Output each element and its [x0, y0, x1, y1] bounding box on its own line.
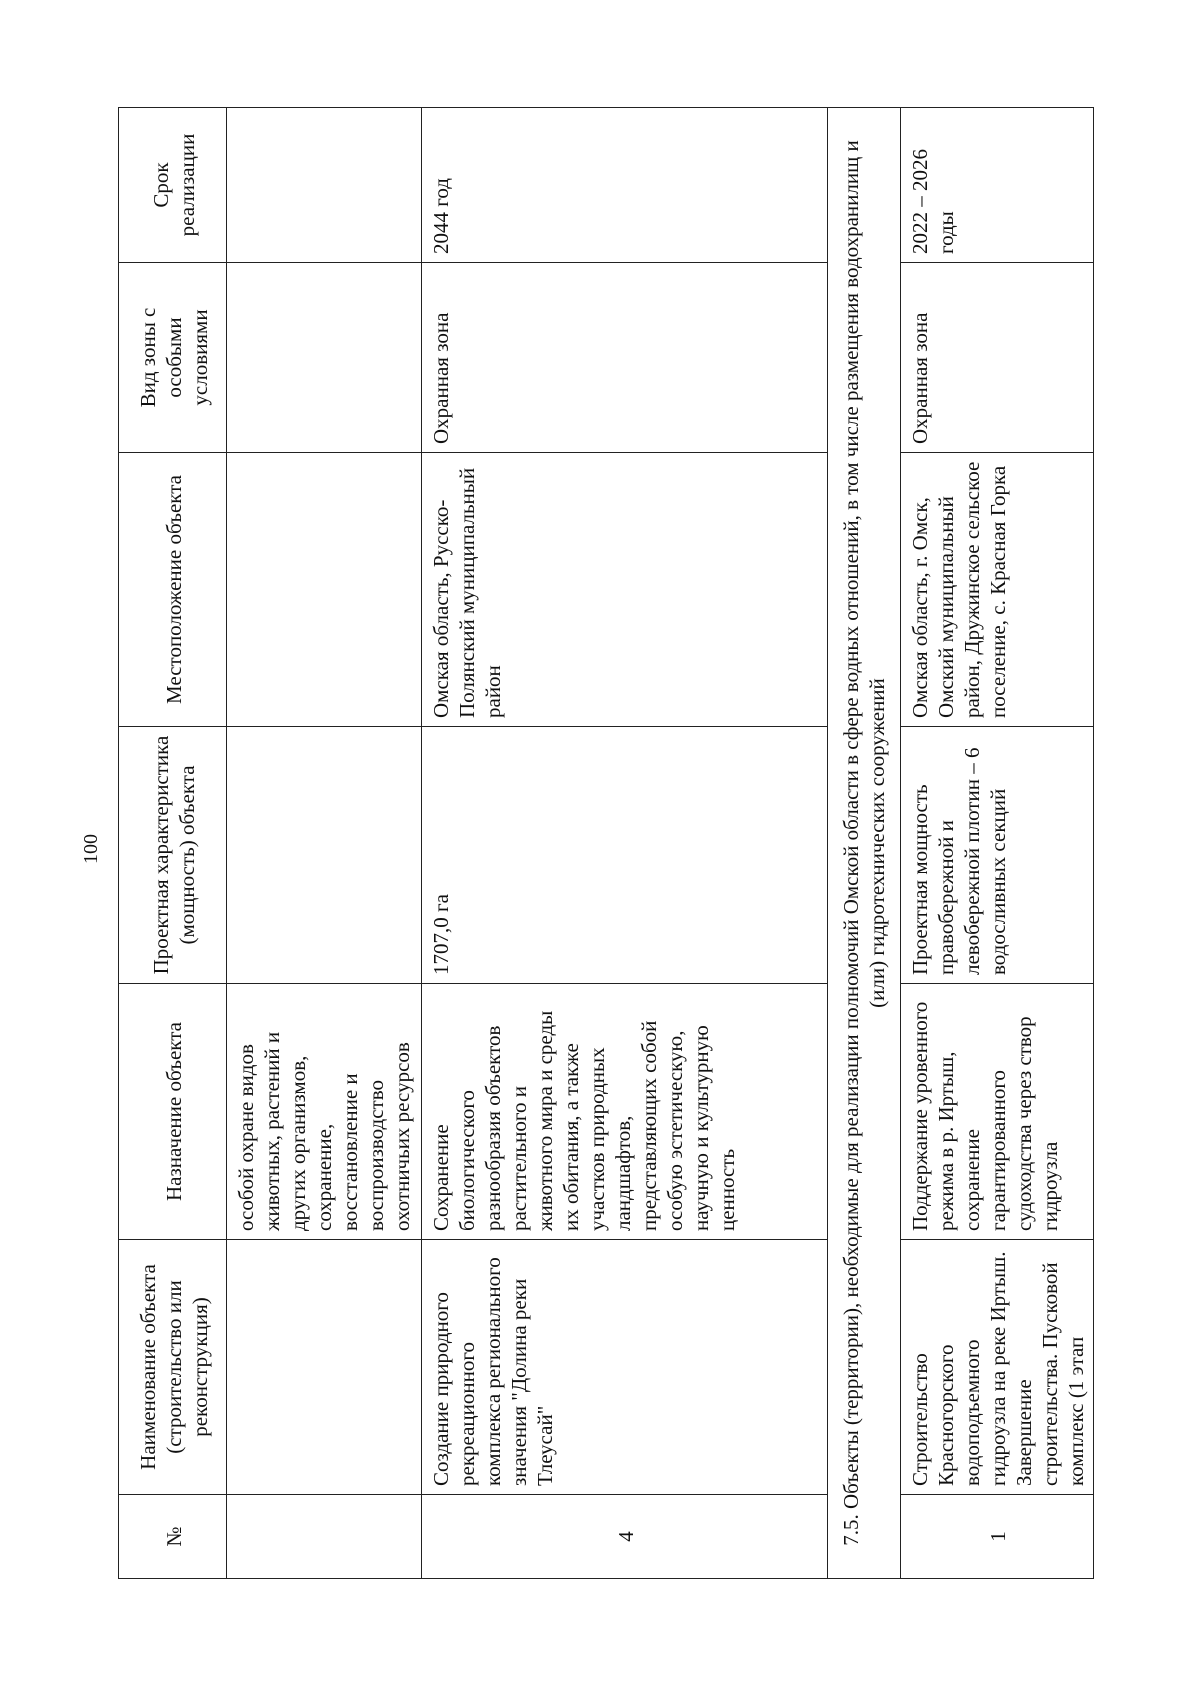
- header-name: Наименование объекта (строительство или реконструкция): [119, 1240, 227, 1495]
- header-num: №: [119, 1495, 227, 1579]
- header-zone: Вид зоны с особыми условиями: [119, 263, 227, 453]
- cell-term: 2044 год: [422, 108, 828, 263]
- table-row: [227, 108, 422, 1579]
- header-row: [119, 108, 227, 1579]
- cell-location: [227, 453, 422, 727]
- cell-zone: Охранная зона: [901, 263, 1094, 453]
- cell-purpose: особой охране видов животных, растений и других организмов, сохранение, восстановление и воспроизводство охотничьих ресурсов: [227, 984, 422, 1240]
- cell-name: Создание природного рекреационного комплекса регионального значения "Долина реки Тлеусай": [422, 1240, 828, 1495]
- cell-term: 2022 – 2026 годы: [901, 108, 1094, 263]
- cell-name: [227, 1240, 422, 1495]
- cell-zone: [227, 263, 422, 453]
- header-capacity: Проектная характеристика (мощность) объекта: [119, 727, 227, 984]
- cell-purpose: Поддержание уровенного режима в р. Иртыш, сохранение гарантированного судоходства через створ гидроузла: [901, 984, 1094, 1240]
- table-row: [901, 108, 1094, 1579]
- section-row: [828, 108, 901, 1579]
- cell-capacity: [227, 727, 422, 984]
- table-row: [422, 108, 828, 1579]
- cell-name: Строительство Красногорского водоподъемного гидроузла на реке Иртыш. Завершение строительства. Пусковой комплекс (1 этап: [901, 1240, 1094, 1495]
- page-number: 100: [80, 834, 102, 864]
- header-purpose: Назначение объекта: [119, 984, 227, 1240]
- section-title: 7.5. Объекты (территории), необходимые для реализации полномочий Омской области в сфере водных отношений, в том числе размещения водохранилищ и (или) гидротехнических сооружений: [828, 108, 901, 1579]
- cell-location: Омская область, Русско-Полянский муниципальный район: [422, 453, 828, 727]
- header-location: Местоположение объекта: [119, 453, 227, 727]
- objects-table: [118, 107, 1094, 1579]
- cell-num: [227, 1495, 422, 1579]
- cell-num: 4: [422, 1495, 828, 1579]
- header-term: Срок реализации: [119, 108, 227, 263]
- cell-capacity: 1707,0 га: [422, 727, 828, 984]
- cell-location: Омская область, г. Омск, Омский муниципальный район, Дружинское сельское поселение, с. Красная Горка: [901, 453, 1094, 727]
- cell-zone: Охранная зона: [422, 263, 828, 453]
- cell-num: 1: [901, 1495, 1094, 1579]
- cell-term: [227, 108, 422, 263]
- cell-capacity: Проектная мощность правобережной и левобережной плотин – 6 водосливных секций: [901, 727, 1094, 984]
- cell-purpose: Сохранение биологического разнообразия объектов растительного и животного мира и среды их обитания, а также участков природных ландшафтов, представляющих собой особую эстетическую, научную и культурную ценность: [422, 984, 828, 1240]
